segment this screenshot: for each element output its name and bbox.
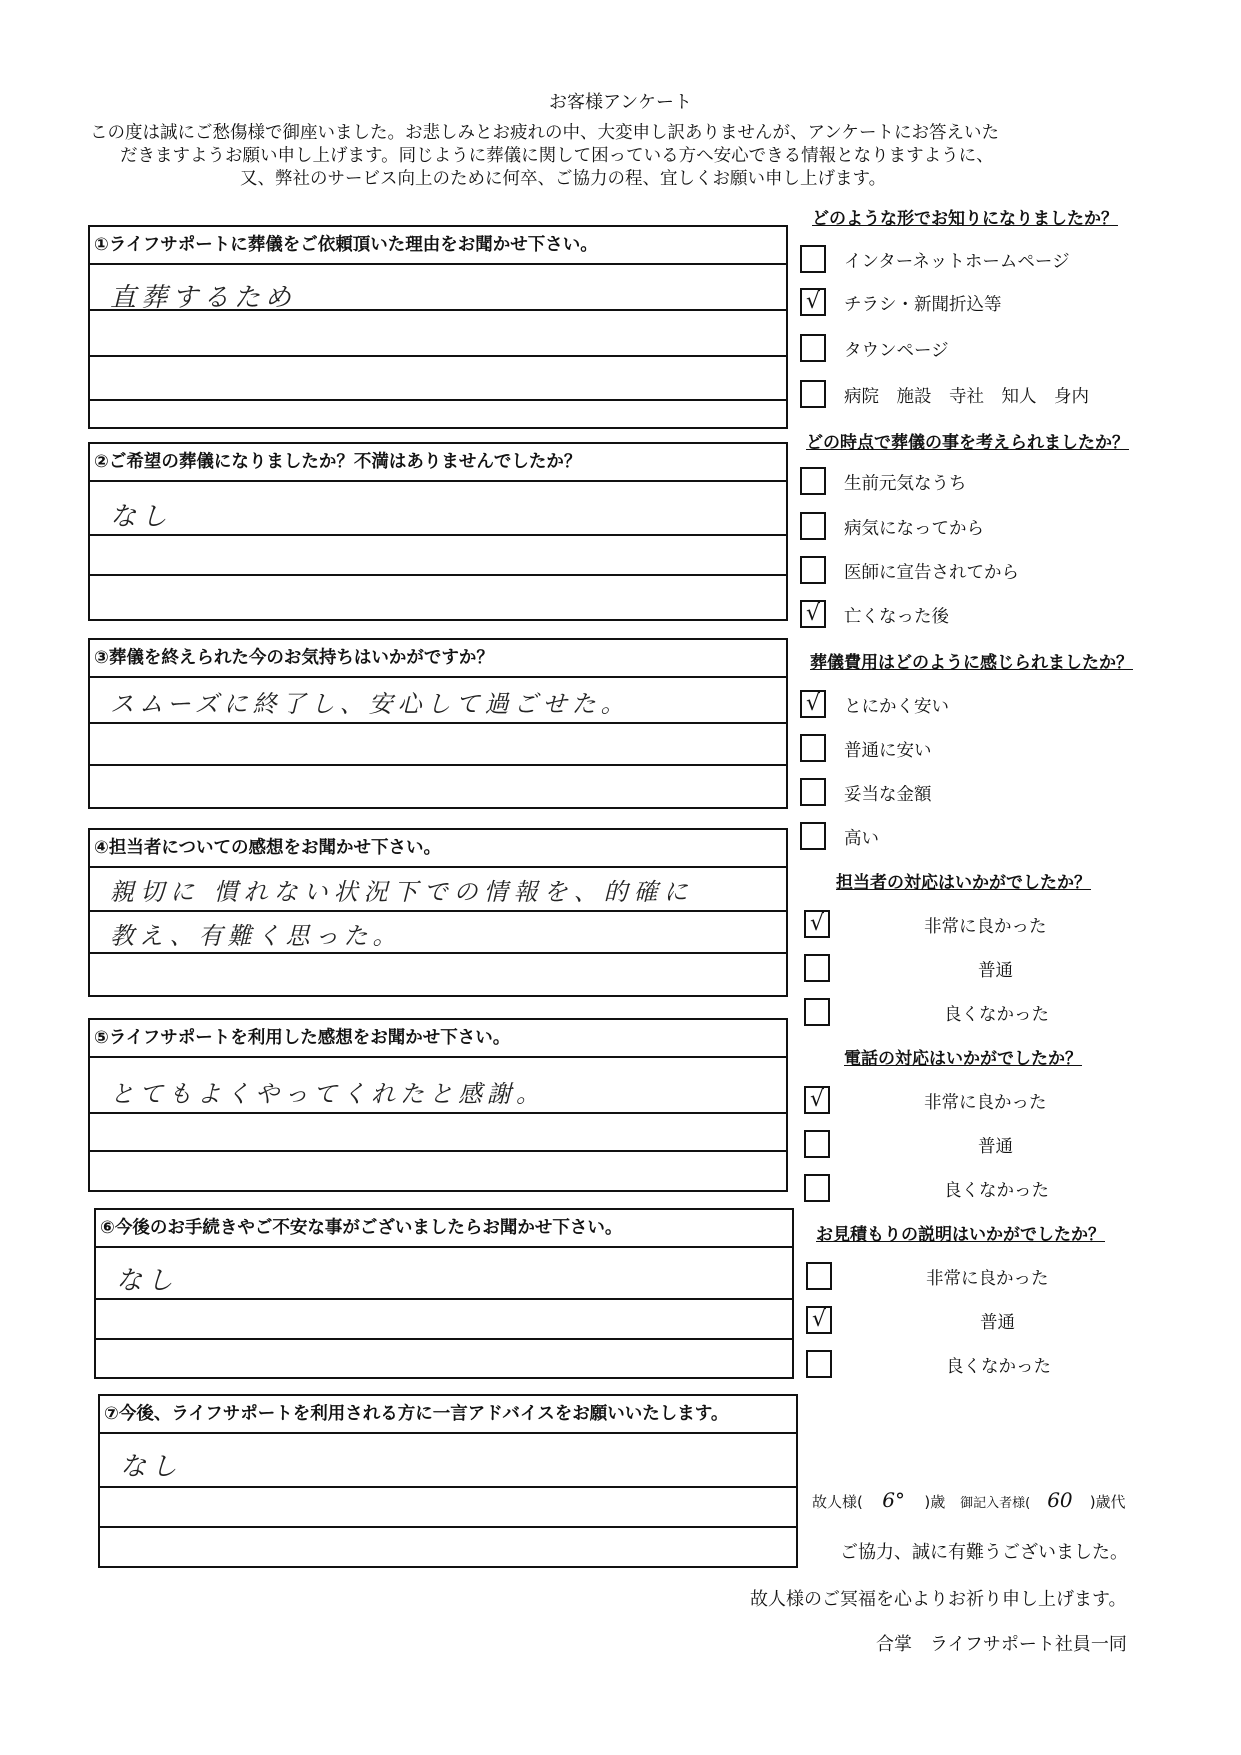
checkbox[interactable] <box>800 334 826 362</box>
question-6-label: ⑥今後のお手続きやご不安な事がございましたらお聞かせ下さい。 <box>96 1210 792 1248</box>
question-4 <box>88 828 788 997</box>
question-3-answer[interactable]: スムーズに終了し、安心して過ごせた。 <box>110 690 630 718</box>
question-5 <box>88 1018 788 1192</box>
option-label: 良くなかった <box>946 1357 1051 1377</box>
checkbox[interactable] <box>804 998 830 1026</box>
question-2-answer[interactable]: なし <box>110 502 173 532</box>
question-2-label: ②ご希望の葬儀になりましたか？不満はありませんでしたか？ <box>90 444 786 482</box>
writer-age-value[interactable]: 60 <box>1047 1488 1073 1512</box>
writer-age-label: 御記入者様( <box>960 1496 1031 1511</box>
question-6 <box>94 1208 794 1379</box>
option-label: 普通 <box>980 1313 1015 1333</box>
checkbox[interactable] <box>800 734 826 762</box>
option-label: 高い <box>844 829 879 849</box>
option-label: 生前元気なうち <box>844 474 967 494</box>
section-5-header: 電話の対応はいかがでしたか？ <box>844 1049 1082 1069</box>
intro-line-1: この度は誠にご愁傷様で御座いました。お悲しみとお疲れの中、大変申し訳ありませんが、アンケートにお答えいた <box>90 123 999 143</box>
option-label: 医師に宣告されてから <box>844 563 1019 583</box>
question-7-answer[interactable]: なし <box>120 1452 183 1482</box>
question-3-label: ③葬儀を終えられた今のお気持ちはいかがですか？ <box>90 640 786 678</box>
question-5-label: ⑤ライフサポートを利用した感想をお聞かせ下さい。 <box>90 1020 786 1058</box>
checkbox[interactable] <box>800 556 826 584</box>
option-label: インターネットホームページ <box>844 252 1070 272</box>
option-label: 普通 <box>978 1137 1013 1157</box>
prayer-text: 故人様のご冥福を心よりお祈り申し上げます。 <box>750 1589 1127 1610</box>
option-label: 普通 <box>978 961 1013 981</box>
question-4-answer-line-2[interactable]: 教え、有難く思った。 <box>110 922 402 950</box>
page-title: お客様アンケート <box>549 92 692 113</box>
checkbox[interactable]: √ <box>806 1306 832 1334</box>
question-7-label: ⑦今後、ライフサポートを利用される方に一言アドバイスをお願いいたします。 <box>100 1396 796 1434</box>
question-6-answer[interactable]: なし <box>116 1266 179 1296</box>
option-label: タウンページ <box>844 341 949 361</box>
option-label: 良くなかった <box>944 1005 1049 1025</box>
checkbox[interactable] <box>800 380 826 408</box>
option-label: 普通に安い <box>844 741 932 761</box>
checkbox[interactable] <box>800 822 826 850</box>
question-1-label: ①ライフサポートに葬儀をご依頼頂いた理由をお聞かせ下さい。 <box>90 227 786 265</box>
checkbox[interactable] <box>800 778 826 806</box>
option-label: 亡くなった後 <box>844 607 949 627</box>
question-1 <box>88 225 788 429</box>
age-line <box>812 1488 1126 1512</box>
section-3-header: 葬儀費用はどのように感じられましたか？ <box>810 653 1133 673</box>
checkbox[interactable] <box>804 1174 830 1202</box>
checkbox[interactable]: √ <box>800 690 826 718</box>
section-1-header: どのような形でお知りになりましたか？ <box>812 209 1118 229</box>
writer-age-unit: )歳代 <box>1089 1493 1126 1511</box>
option-label: 病院 施設 寺社 知人 身内 <box>844 387 1089 407</box>
option-label: チラシ・新聞折込等 <box>844 295 1002 315</box>
section-6-header: お見積もりの説明はいかがでしたか？ <box>816 1225 1105 1245</box>
checkbox[interactable] <box>806 1262 832 1290</box>
checkbox[interactable]: √ <box>800 288 826 316</box>
question-1-answer[interactable]: 直葬するため <box>110 283 297 313</box>
checkbox[interactable] <box>804 1130 830 1158</box>
option-label: 病気になってから <box>844 519 984 539</box>
checkbox[interactable] <box>804 954 830 982</box>
question-5-answer[interactable]: とてもよくやってくれたと感謝。 <box>110 1080 545 1108</box>
option-label: とにかく安い <box>844 697 949 717</box>
deceased-age-unit: )歳 <box>924 1493 946 1511</box>
checkbox[interactable]: √ <box>804 910 830 938</box>
question-7 <box>98 1394 798 1568</box>
question-4-label: ④担当者についての感想をお聞かせ下さい。 <box>90 830 786 868</box>
question-4-answer[interactable]: 親切に 慣れない状況下での情報を、的確に <box>110 878 694 906</box>
signature-text: 合掌 ライフサポート社員一同 <box>876 1634 1127 1655</box>
checkbox[interactable] <box>800 467 826 495</box>
option-label: 非常に良かった <box>924 1093 1047 1113</box>
section-2-header: どの時点で葬儀の事を考えられましたか？ <box>806 433 1129 453</box>
question-2 <box>88 442 788 621</box>
thanks-text: ご協力、誠に有難うございました。 <box>840 1542 1128 1563</box>
deceased-age-label: 故人様( <box>812 1493 863 1511</box>
checkbox[interactable] <box>806 1350 832 1378</box>
option-label: 良くなかった <box>944 1181 1049 1201</box>
checkbox[interactable]: √ <box>804 1086 830 1114</box>
option-label: 非常に良かった <box>926 1269 1049 1289</box>
intro-line-2: だきますようお願い申し上げます。同じように葬儀に関して困っている方へ安心できる情報となりますように、 <box>120 146 994 166</box>
option-label: 妥当な金額 <box>844 785 932 805</box>
option-label: 非常に良かった <box>924 917 1047 937</box>
checkbox[interactable] <box>800 245 826 273</box>
checkbox[interactable] <box>800 512 826 540</box>
section-4-header: 担当者の対応はいかがでしたか？ <box>836 873 1091 893</box>
deceased-age-value[interactable]: 6° <box>882 1488 905 1512</box>
checkbox[interactable]: √ <box>800 600 826 628</box>
intro-line-3: 又、弊社のサービス向上のために何卒、ご協力の程、宜しくお願い申し上げます。 <box>240 169 887 189</box>
question-3 <box>88 638 788 809</box>
